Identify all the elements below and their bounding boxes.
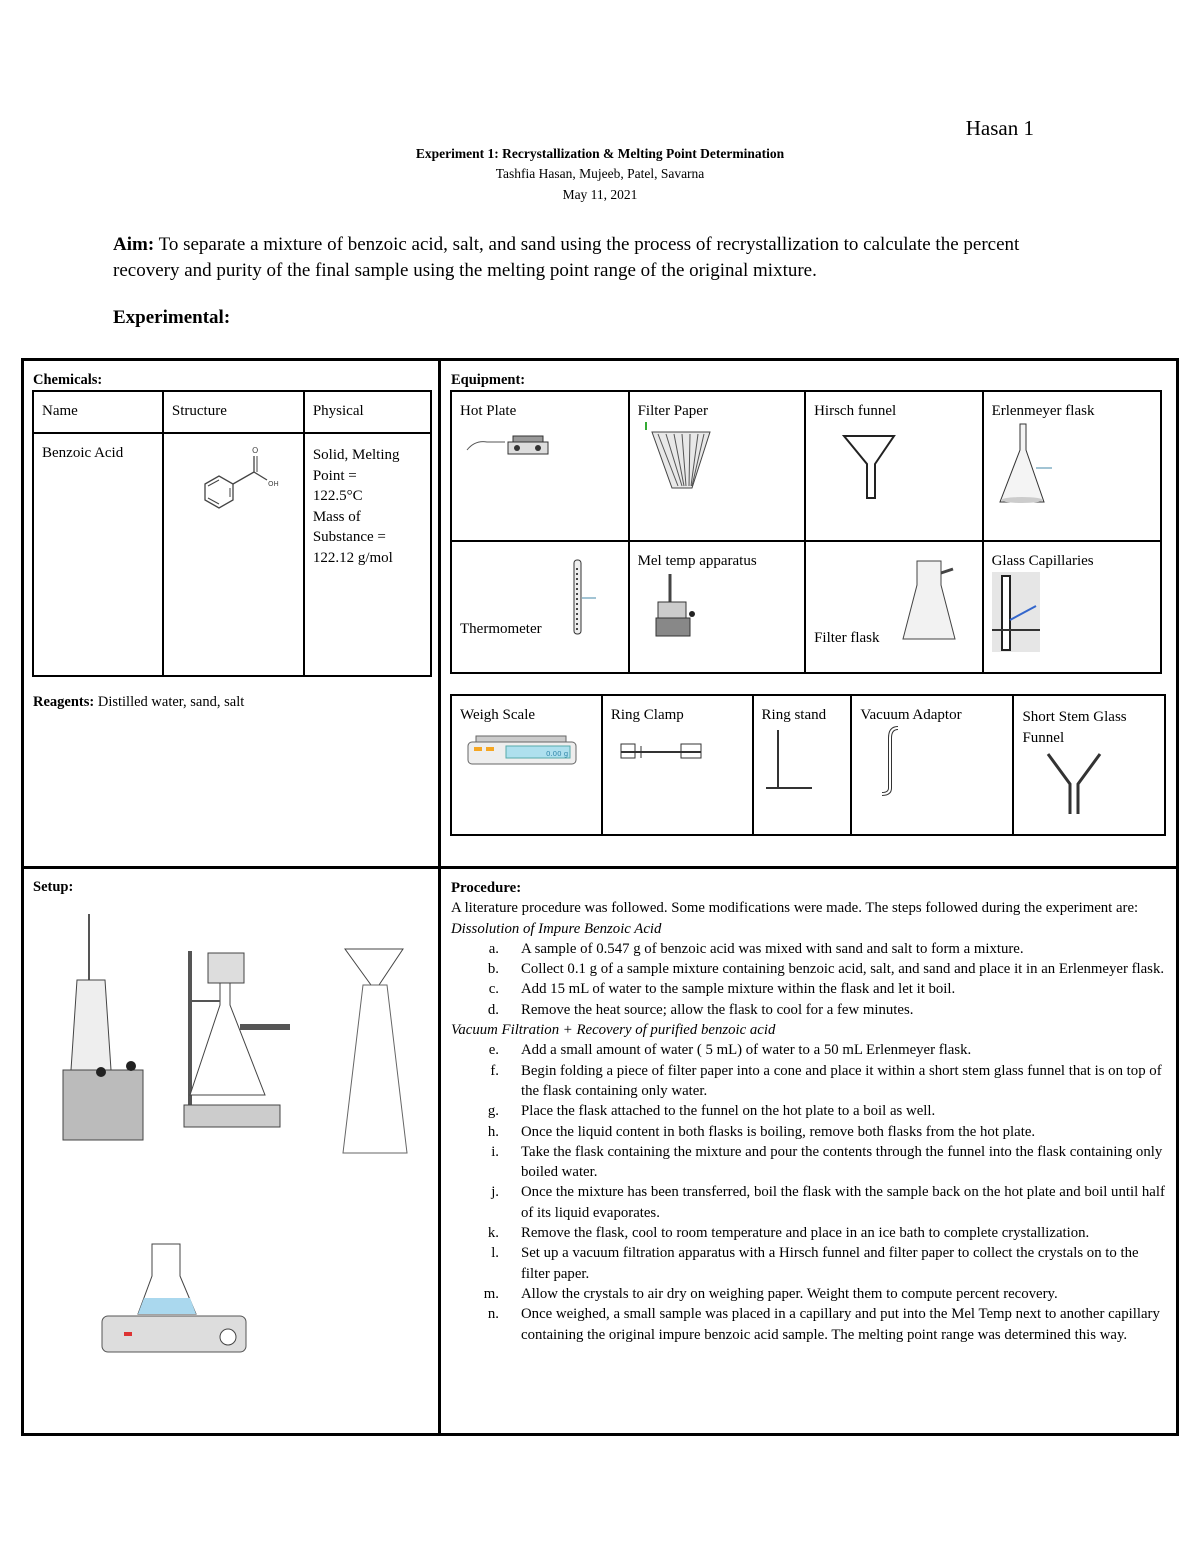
- step-letter: a.: [488, 940, 499, 957]
- step-text: Add 15 mL of water to the sample mixture within the flask and let it boil.: [521, 981, 956, 998]
- equipment-name: Hot Plate: [460, 403, 517, 419]
- procedure-step: [451, 1142, 1166, 1183]
- step-text: A sample of 0.547 g of benzoic acid was mixed with sand and salt to form a mixture.: [521, 940, 1024, 957]
- step-letter: e.: [488, 1042, 499, 1059]
- equipment-name: Weigh Scale: [460, 707, 536, 723]
- equipment-ring-stand: [753, 695, 852, 835]
- equipment-thermometer: [451, 541, 629, 673]
- mel-temp-setup-image: [55, 910, 155, 1146]
- equipment-name: Hirsch funnel: [814, 403, 897, 419]
- step-text: Set up a vacuum filtration apparatus with a Hirsch funnel and filter paper to collect the crystals on to the filter paper.: [521, 1245, 1139, 1282]
- reagents: [33, 694, 244, 711]
- procedure-step: [451, 979, 1166, 999]
- physical-line: 122.5°C: [312, 488, 363, 504]
- equipment-name: Vacuum Adaptor: [860, 707, 962, 723]
- step-letter: h.: [487, 1123, 499, 1140]
- procedure-section-heading: Dissolution of Impure Benzoic Acid: [451, 920, 662, 937]
- authors: Tashfia Hasan, Mujeeb, Patel, Savarna: [495, 166, 705, 181]
- glass-capillaries-icon: [992, 570, 1042, 654]
- benzoic-acid-structure-image: [164, 434, 301, 670]
- equipment-name: Ring Clamp: [610, 707, 684, 723]
- step-text: Once weighed, a small sample was placed in a capillary and put into the Mel Temp next to another capillary containing the original impure benzoic acid sample. The melting point range was determined this way.: [521, 1306, 1160, 1343]
- procedure-section-heading: Vacuum Filtration + Recovery of purified benzoic acid: [451, 1022, 776, 1039]
- equipment-name: Glass Capillaries: [991, 553, 1094, 569]
- equipment-mel-temp: [629, 541, 806, 673]
- step-letter: k.: [487, 1225, 499, 1242]
- experimental-heading: Experimental:: [113, 307, 231, 328]
- equipment-name: Erlenmeyer flask: [991, 403, 1095, 419]
- frame-horizontal-divider: [21, 866, 1179, 869]
- procedure-step: [451, 1182, 1166, 1223]
- step-letter: l.: [491, 1245, 499, 1262]
- procedure-section: [451, 878, 1166, 1345]
- step-text: Place the flask attached to the funnel on the hot plate to a boil as well.: [521, 1103, 936, 1120]
- equipment-filter-flask: [805, 541, 983, 673]
- step-text: Remove the heat source; allow the flask to cool for a few minutes.: [521, 1001, 914, 1018]
- chemical-physical: [304, 433, 431, 676]
- procedure-step: [451, 1243, 1166, 1284]
- aim-paragraph: [113, 232, 1063, 283]
- physical-line: 122.12 g/mol: [312, 549, 393, 566]
- mel-temp-icon: [648, 570, 708, 640]
- equipment-name: Filter flask: [814, 630, 880, 646]
- equipment-name: Filter Paper: [637, 403, 708, 419]
- procedure-step: [451, 1223, 1166, 1243]
- procedure-step: [451, 1284, 1166, 1304]
- weigh-scale-icon: [466, 732, 581, 772]
- filter-paper-icon: [644, 420, 724, 495]
- equipment-glass-capillaries: [983, 541, 1161, 673]
- equipment-name: Thermometer: [460, 621, 542, 637]
- step-text: Allow the crystals to air dry on weighing paper. Weight them to compute percent recovery.: [521, 1285, 1058, 1302]
- procedure-step: [451, 1000, 1166, 1020]
- hirsch-funnel-icon: [839, 428, 899, 503]
- step-letter: c.: [488, 981, 499, 998]
- hot-plate-icon: [465, 420, 555, 460]
- step-text: Once the mixture has been transferred, boil the flask with the sample back on the hot plate and boil until half of its liquid evaporates.: [521, 1184, 1165, 1221]
- procedure-step: [451, 1122, 1166, 1142]
- physical-line: Mass of: [312, 508, 361, 525]
- step-text: Take the flask containing the mixture and pour the contents through the funnel into the flask containing only boiled water.: [521, 1143, 1163, 1181]
- procedure-label: Procedure:: [451, 880, 522, 896]
- reagents-label: Reagents:: [33, 694, 95, 710]
- chemical-structure-cell: [163, 433, 304, 676]
- equipment-label: Equipment:: [451, 372, 526, 388]
- ring-clamp-icon: [611, 732, 711, 772]
- step-letter: g.: [487, 1103, 499, 1120]
- equipment-vacuum-adaptor: [851, 695, 1013, 835]
- date: May 11, 2021: [562, 187, 638, 202]
- step-letter: j.: [491, 1184, 499, 1201]
- procedure-step: [451, 1101, 1166, 1121]
- document-title: Experiment 1: Recrystallization & Melting Point Determination: [415, 146, 785, 161]
- aim-text: To separate a mixture of benzoic acid, salt, and sand using the process of recrystallization to calculate the percent recovery and purity of the final sample using the melting point range of the original mixture.: [113, 234, 1020, 281]
- procedure-step: [451, 1061, 1166, 1102]
- step-letter: f.: [490, 1062, 499, 1079]
- step-letter: i.: [491, 1143, 499, 1160]
- procedure-step: [451, 959, 1166, 979]
- step-letter: m.: [483, 1285, 499, 1302]
- physical-line: Substance =: [312, 529, 386, 545]
- step-letter: n.: [487, 1306, 499, 1323]
- scale-display: 0.00 g: [546, 750, 569, 758]
- equipment-table-secondary: [450, 694, 1166, 836]
- equipment-name: Ring stand: [761, 707, 827, 723]
- vacuum-filtration-setup-image: [180, 945, 295, 1135]
- equipment-hirsch-funnel: [805, 391, 983, 541]
- physical-line: Point =: [312, 467, 357, 484]
- chemicals-header-name: Name: [33, 391, 163, 433]
- structure-oh-label: OH: [267, 480, 279, 488]
- equipment-hot-plate: [451, 391, 629, 541]
- step-letter: b.: [487, 961, 499, 978]
- setup-label: Setup:: [33, 879, 74, 895]
- frame-vertical-divider: [438, 358, 441, 1436]
- procedure-step: [451, 1304, 1166, 1345]
- step-text: Add a small amount of water ( 5 mL) of water to a 50 mL Erlenmeyer flask.: [521, 1042, 972, 1059]
- step-text: Begin folding a piece of filter paper into a cone and place it within a short stem glass funnel that is on top of the flask containing only water.: [521, 1062, 1162, 1099]
- gravity-filtration-setup-image: [335, 945, 415, 1160]
- step-text: Collect 0.1 g of a sample mixture containing benzoic acid, salt, and sand and place it in an Erlenmeyer flask.: [521, 961, 1165, 978]
- equipment-name: Mel temp apparatus: [637, 553, 757, 569]
- ring-stand-icon: [762, 724, 822, 800]
- reagents-text: Distilled water, sand, salt: [97, 694, 245, 710]
- step-text: Remove the flask, cool to room temperature and place in an ice bath to complete crystallization.: [521, 1225, 1090, 1242]
- physical-line: Solid, Melting: [312, 447, 400, 463]
- equipment-weigh-scale: [451, 695, 602, 835]
- hot-plate-flask-setup-image: [100, 1240, 250, 1358]
- procedure-step: [451, 939, 1166, 959]
- step-text: Once the liquid content in both flasks is boiling, remove both flasks from the hot plate.: [521, 1123, 1036, 1140]
- running-head: Hasan 1: [965, 116, 1034, 140]
- chemical-name: Benzoic Acid: [33, 433, 163, 676]
- procedure-step: [451, 1040, 1166, 1060]
- equipment-filter-paper: [629, 391, 806, 541]
- erlenmeyer-flask-icon: [994, 420, 1064, 510]
- aim-label: Aim:: [113, 234, 155, 255]
- filter-flask-icon: [901, 557, 971, 647]
- chemicals-table: [32, 390, 432, 677]
- equipment-short-stem-funnel: [1013, 695, 1165, 835]
- chemicals-label: Chemicals:: [33, 372, 103, 388]
- thermometer-icon: [564, 558, 604, 638]
- structure-o-label: O: [251, 446, 259, 455]
- equipment-erlenmeyer-flask: [983, 391, 1161, 541]
- procedure-intro: A literature procedure was followed. Some modifications were made. The steps followed during the experiment are:: [451, 900, 1139, 917]
- equipment-name: Short Stem Glass Funnel: [1022, 709, 1127, 746]
- short-stem-funnel-icon: [1044, 748, 1104, 818]
- chemicals-header-physical: Physical: [304, 391, 431, 433]
- equipment-ring-clamp: [602, 695, 753, 835]
- vacuum-adaptor-icon: [874, 724, 914, 800]
- chemicals-header-structure: Structure: [163, 391, 304, 433]
- step-letter: d.: [487, 1001, 499, 1018]
- equipment-table-main: [450, 390, 1162, 674]
